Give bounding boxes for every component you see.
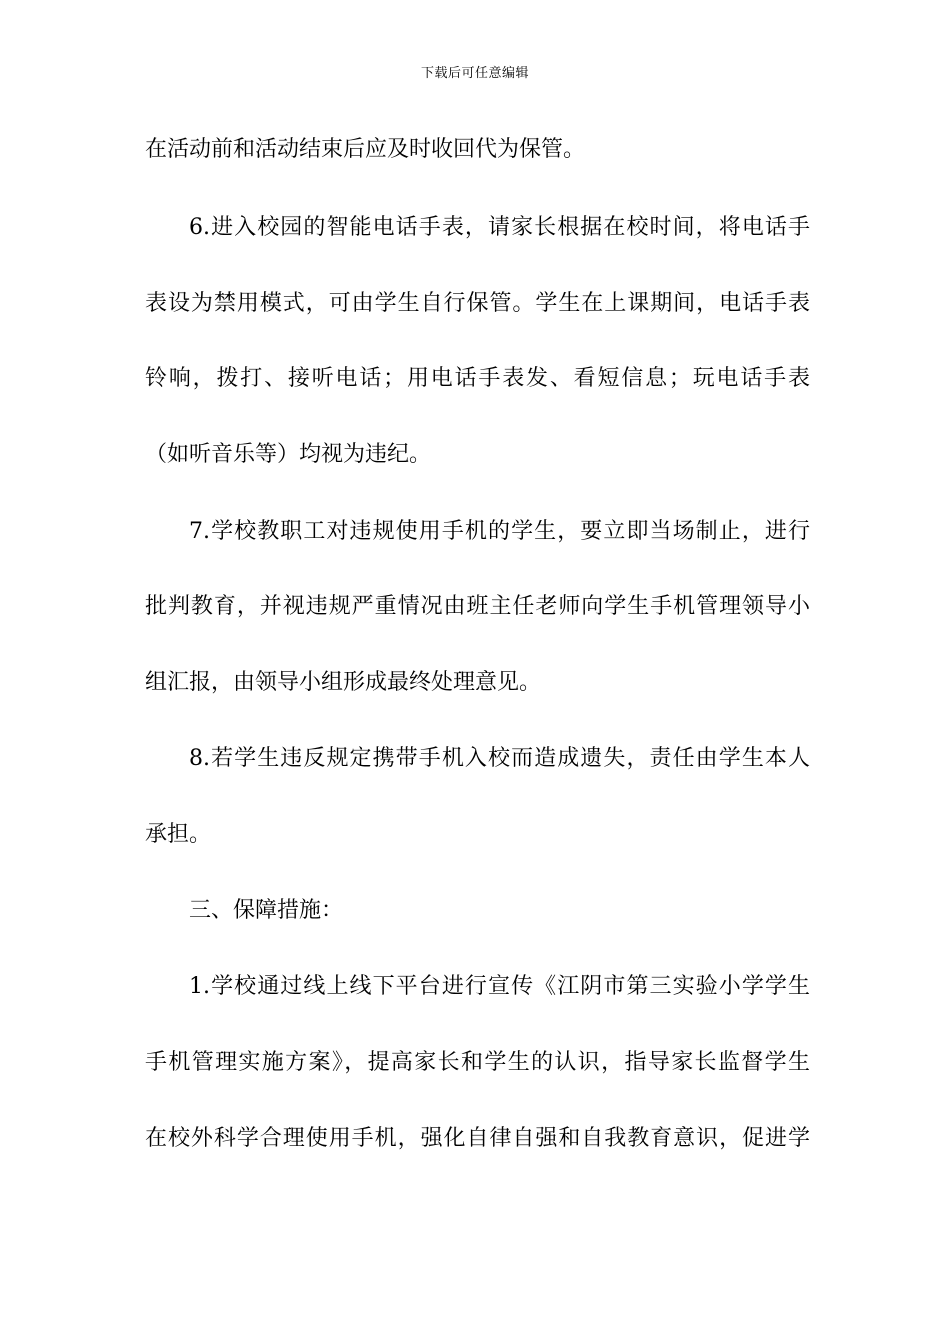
text-line: 在活动前和活动结束后应及时收回代为保管。 xyxy=(145,137,586,162)
text-line: 组汇报，由领导小组形成最终处理意见。 xyxy=(145,670,542,695)
text-line: 在校外科学合理使用手机，强化自律自强和自我教育意识，促进学 xyxy=(145,1126,810,1151)
section-heading: 三、保障措施： xyxy=(189,898,344,923)
text-line: 6.进入校园的智能电话手表，请家长根据在校时间，将电话手 xyxy=(189,215,810,240)
text-line: 手机管理实施方案》，提高家长和学生的认识，指导家长监督学生 xyxy=(145,1050,810,1075)
page-header: 下载后可任意编辑 xyxy=(420,66,529,81)
text-line: （如听音乐等）均视为违纪。 xyxy=(145,442,432,467)
text-line: 7.学校教职工对违规使用手机的学生，要立即当场制止，进行 xyxy=(189,519,810,544)
text-line: 表设为禁用模式，可由学生自行保管。学生在上课期间，电话手表 xyxy=(145,291,810,316)
text-line: 批判教育，并视违规严重情况由班主任老师向学生手机管理领导小 xyxy=(145,594,810,619)
text-line: 铃响，拨打、接听电话；用电话手表发、看短信息；玩电话手表 xyxy=(145,366,810,391)
text-line: 1.学校通过线上线下平台进行宣传《江阴市第三实验小学学生 xyxy=(189,974,810,999)
text-line: 承担。 xyxy=(145,822,212,847)
text-line: 8.若学生违反规定携带手机入校而造成遗失，责任由学生本人 xyxy=(189,746,810,771)
